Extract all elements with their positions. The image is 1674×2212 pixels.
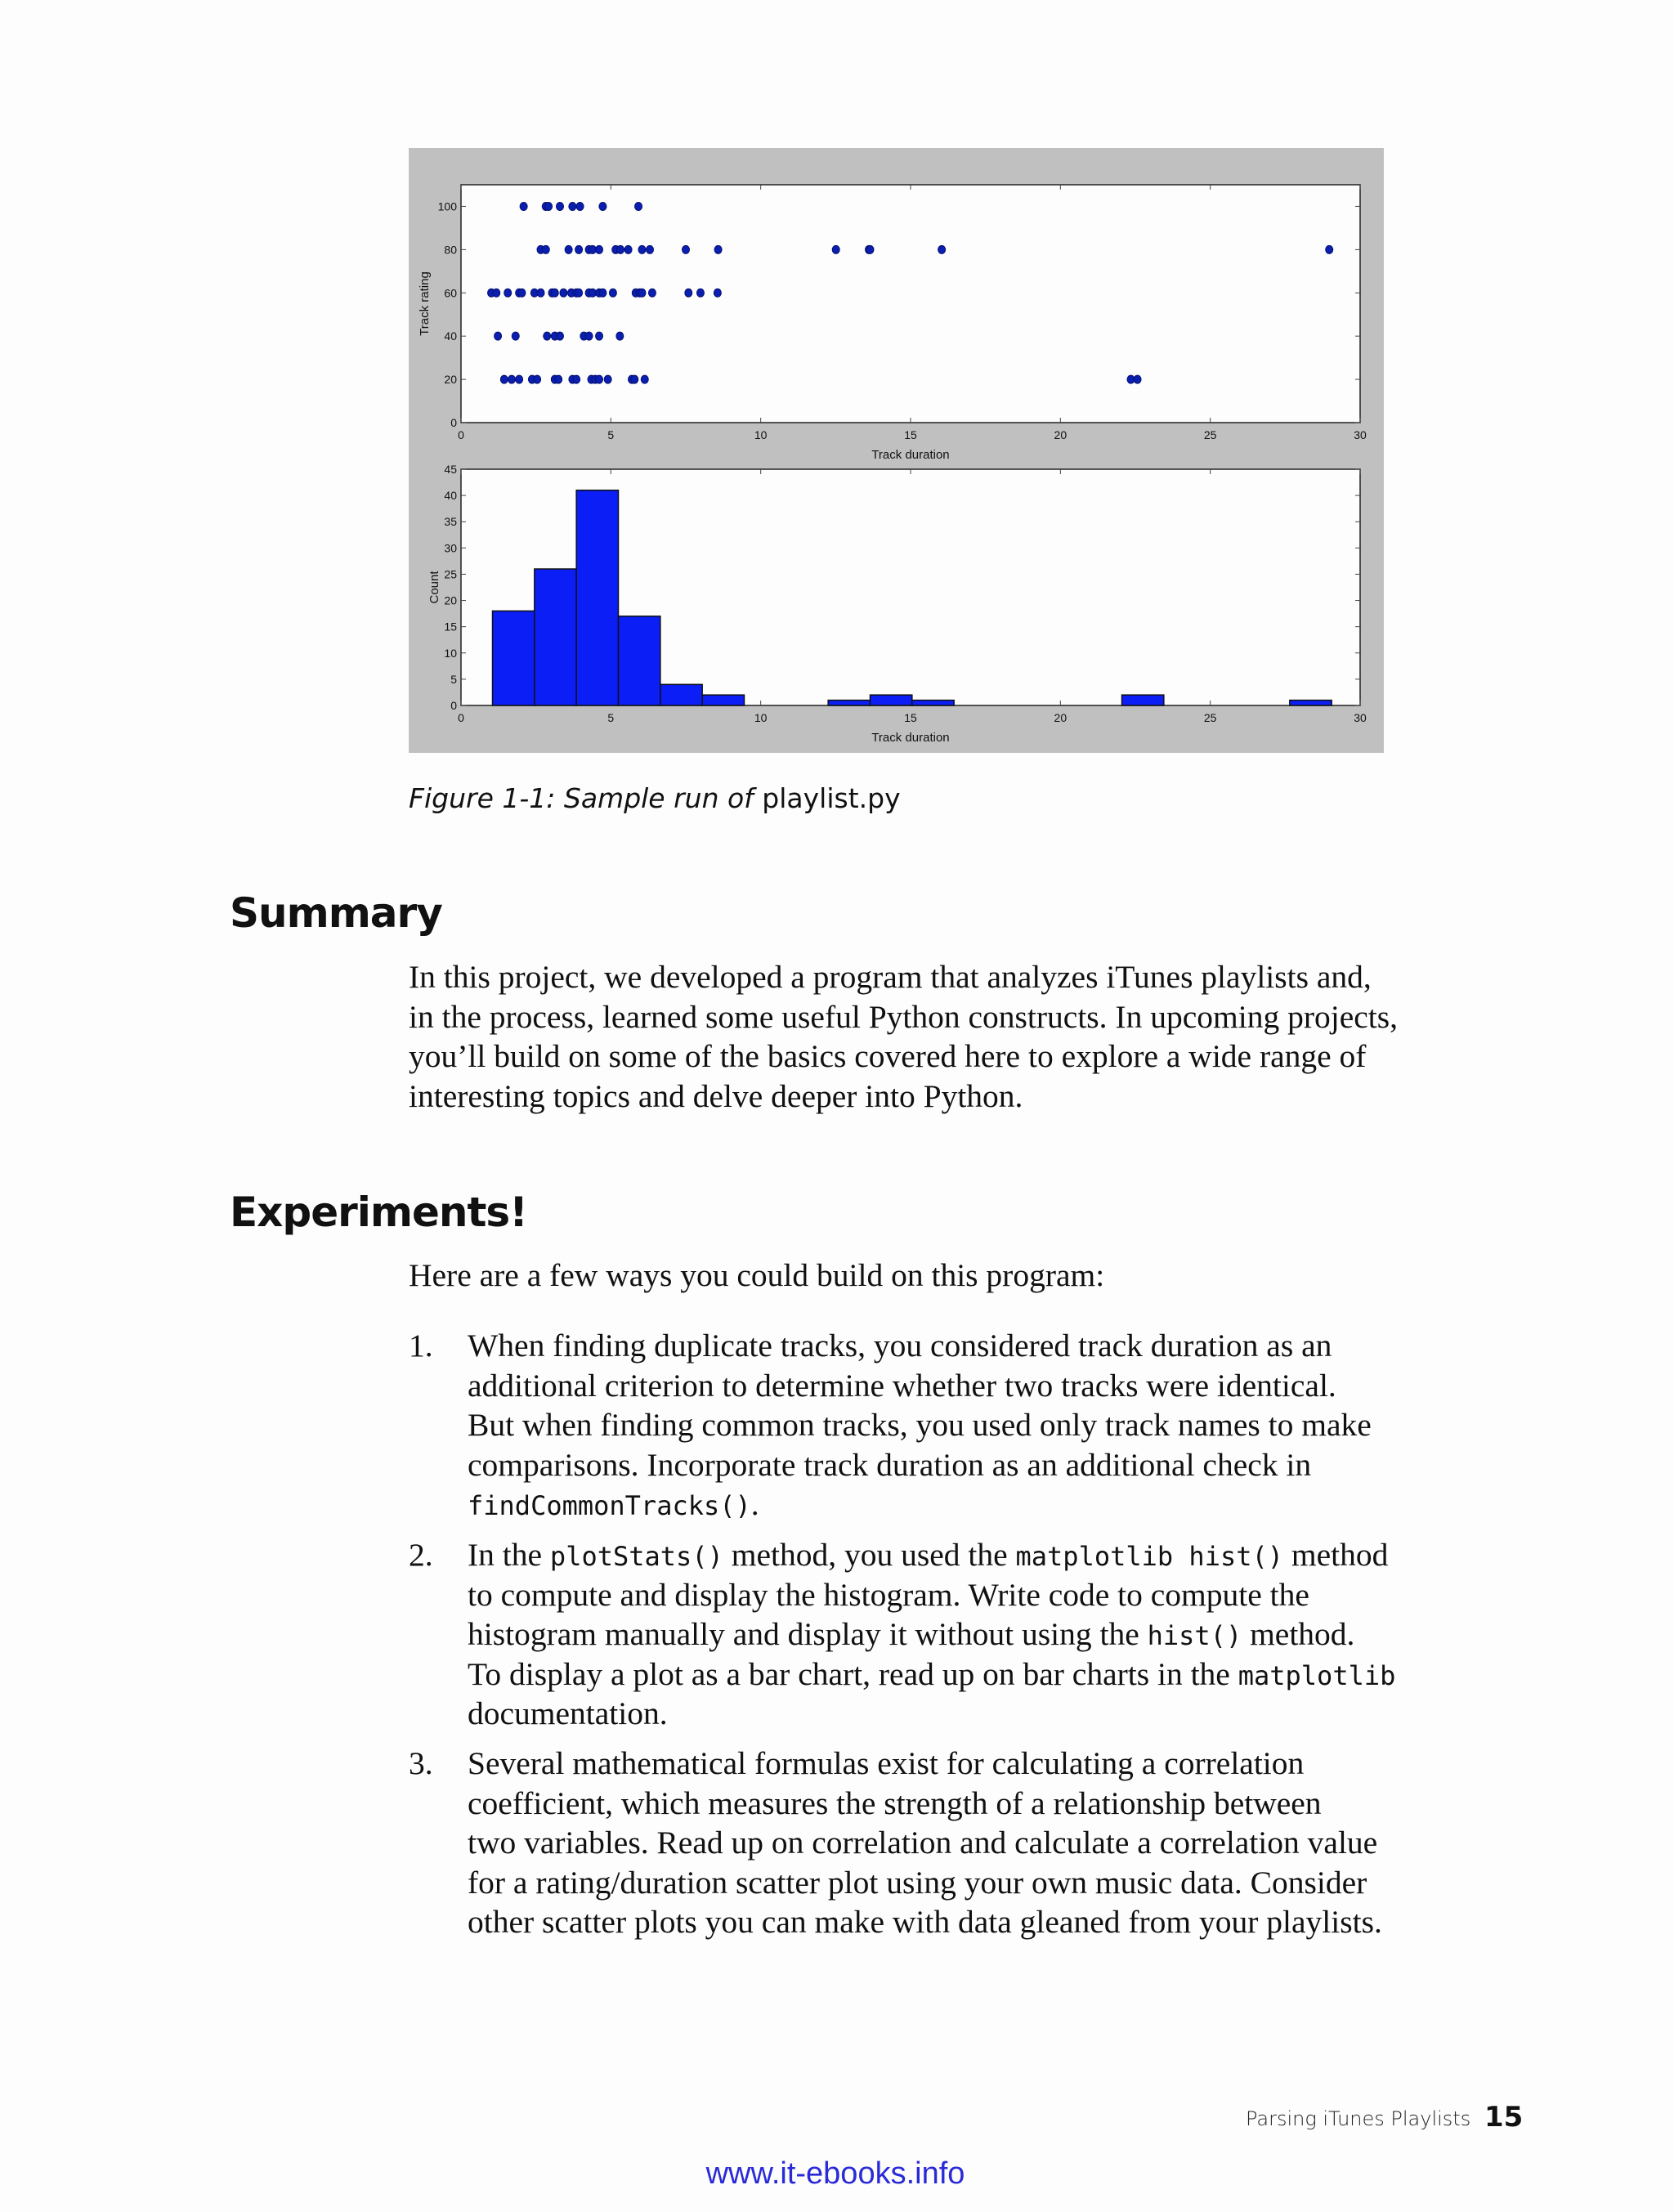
scatter-point (638, 245, 646, 253)
y-tick-label: 10 (444, 646, 457, 660)
summary-line: In this project, we developed a program that analyzes iTunes playlists and, (409, 959, 1372, 995)
y-tick-label: 80 (444, 243, 457, 257)
scatter-point (569, 202, 576, 210)
text-span: comparisons. Incorporate track duration as an additional check in (468, 1446, 1312, 1483)
list-item-line (468, 1744, 1382, 1784)
scatter-point (1134, 375, 1141, 383)
scatter-point (599, 202, 606, 210)
text-span: method (1283, 1537, 1389, 1573)
x-tick-label: 10 (754, 428, 768, 441)
y-tick-label: 0 (450, 699, 457, 712)
scatter-point (631, 375, 638, 383)
scatter-point (575, 245, 583, 253)
y-tick-label: 30 (444, 541, 457, 555)
summary-paragraph (409, 957, 1398, 1116)
list-number: 1. (409, 1328, 433, 1363)
scatter-point (616, 332, 624, 340)
list-item-line (468, 1694, 1395, 1734)
scatter-point (557, 202, 564, 210)
page-number: 15 (1484, 2101, 1524, 2134)
scatter-point (617, 245, 624, 253)
code-span: matplotlib hist() (1015, 1541, 1284, 1572)
list-number: 3. (409, 1745, 433, 1781)
scatter-point (585, 332, 593, 340)
scatter-point (576, 202, 584, 210)
x-tick-label: 5 (607, 428, 615, 441)
text-span: documentation. (468, 1695, 668, 1731)
scatter-point (624, 245, 632, 253)
scatter-point (560, 289, 567, 297)
summary-line: in the process, learned some useful Python constructs. In upcoming projects, (409, 998, 1398, 1035)
x-tick-label: 20 (1054, 711, 1068, 724)
scatter-point (500, 375, 508, 383)
scatter-point (714, 289, 721, 297)
scatter-point (683, 245, 690, 253)
figure-svg (409, 148, 1384, 753)
running-footer-title: Parsing iTunes Playlists (1246, 2107, 1471, 2130)
scatter-point (508, 375, 515, 383)
histogram-bar (702, 695, 744, 705)
histogram-bar (660, 684, 702, 705)
list-item-line (468, 1614, 1395, 1655)
summary-line: you’ll build on some of the basics covered here to explore a wide range of (409, 1038, 1367, 1074)
website-link[interactable]: www.it-ebooks.info (705, 2156, 965, 2191)
scatter-point (555, 375, 562, 383)
scatter-point (537, 289, 544, 297)
figure-playlist-plots (409, 148, 1384, 753)
scatter-point (504, 289, 512, 297)
y-tick-label: 40 (444, 489, 457, 503)
histogram-bar (619, 616, 660, 705)
summary-heading: Summary (230, 889, 442, 937)
histogram-bar (912, 701, 954, 705)
scatter-point (599, 289, 606, 297)
y-tick-label: 45 (444, 463, 457, 476)
x-tick-label: 20 (1054, 428, 1068, 441)
scatter-point (516, 375, 523, 383)
experiments-heading: Experiments! (230, 1189, 527, 1236)
y-tick-label: 40 (444, 329, 457, 343)
scatter-point (832, 245, 839, 253)
plot-area (461, 185, 1360, 423)
x-tick-label: 30 (1354, 711, 1367, 724)
y-tick-label: 20 (444, 593, 457, 607)
histogram-bar (1290, 701, 1332, 705)
scatter-point (596, 375, 603, 383)
scatter-point (714, 245, 722, 253)
code-span: plotStats() (549, 1541, 723, 1572)
list-item-line (468, 1575, 1395, 1615)
text-span: coefficient, which measures the strength of a relationship between (468, 1784, 1322, 1821)
list-item-line (468, 1405, 1372, 1445)
x-tick-label: 25 (1203, 428, 1217, 441)
scatter-point (938, 245, 946, 253)
x-tick-label: 0 (458, 711, 464, 724)
scatter-point (1326, 245, 1333, 253)
text-span: . (750, 1486, 759, 1522)
scatter-point (596, 332, 603, 340)
summary-line: interesting topics and delve deeper into Python. (409, 1077, 1023, 1114)
x-tick-label: 30 (1354, 428, 1367, 441)
caption-filename: playlist.py (762, 782, 901, 814)
list-item-line (468, 1784, 1382, 1824)
list-item-line (468, 1366, 1372, 1406)
scatter-point (557, 332, 564, 340)
text-span: method, you used the (723, 1537, 1016, 1573)
list-item-line (468, 1445, 1372, 1485)
scatter-point (544, 332, 551, 340)
scatter-point (609, 289, 616, 297)
y-tick-label: 25 (444, 567, 457, 581)
x-tick-label: 10 (754, 711, 768, 724)
list-item-line (468, 1484, 1372, 1525)
y-tick-label: 15 (444, 620, 457, 634)
scatter-point (545, 202, 553, 210)
scatter-point (635, 202, 642, 210)
text-span: to compute and display the histogram. Write code to compute the (468, 1576, 1309, 1613)
scatter-point (596, 245, 603, 253)
y-tick-label: 20 (444, 373, 457, 387)
y-tick-label: 0 (450, 416, 457, 429)
scatter-point (512, 332, 519, 340)
y-axis-label: Track rating (418, 271, 432, 336)
list-item-line (468, 1863, 1382, 1903)
scatter-point (520, 202, 527, 210)
histogram-bar (493, 611, 535, 705)
scatter-point (518, 289, 526, 297)
text-span: histogram manually and display it without using the (468, 1616, 1148, 1652)
text-span: two variables. Read up on correlation and calculate a correlation value (468, 1825, 1378, 1860)
text-span: method. (1242, 1616, 1355, 1652)
list-item-line (468, 1535, 1395, 1575)
scatter-point (534, 375, 541, 383)
x-tick-label: 5 (607, 711, 615, 724)
figure-caption (409, 779, 901, 818)
code-span: matplotlib (1238, 1659, 1396, 1691)
histogram-bar (1122, 695, 1164, 705)
caption-label: Figure 1-1: Sample run of (409, 782, 763, 814)
histogram-bar (871, 695, 912, 705)
y-tick-label: 5 (450, 672, 457, 686)
text-span: But when finding common tracks, you used only track names to make (468, 1407, 1372, 1443)
scatter-point (696, 289, 704, 297)
y-tick-label: 100 (437, 199, 457, 213)
list-item-line (468, 1655, 1395, 1695)
text-span: for a rating/duration scatter plot using your own music data. Consider (468, 1864, 1367, 1901)
scatter-point (604, 375, 611, 383)
scatter-point (551, 289, 558, 297)
scatter-point (647, 245, 654, 253)
scatter-point (495, 332, 502, 340)
text-span: additional criterion to determine whether two tracks were identical. (468, 1367, 1336, 1404)
list-item-line (468, 1902, 1382, 1942)
text-span: To display a plot as a bar chart, read up on bar charts in the (468, 1655, 1238, 1692)
code-span: hist() (1147, 1620, 1242, 1651)
x-axis-label: Track duration (871, 448, 950, 462)
x-tick-label: 15 (904, 711, 917, 724)
text-span: Several mathematical formulas exist for calculating a correlation (468, 1745, 1305, 1781)
list-item-line (468, 1823, 1382, 1863)
scatter-point (685, 289, 692, 297)
y-axis-label: Count (427, 571, 441, 604)
text-span: other scatter plots you can make with data gleaned from your playlists. (468, 1904, 1382, 1940)
scatter-point (573, 375, 580, 383)
scatter-point (641, 375, 648, 383)
x-tick-label: 25 (1203, 711, 1217, 724)
text-span: In the (468, 1537, 550, 1573)
code-span: findCommonTracks() (468, 1490, 751, 1521)
x-axis-label: Track duration (871, 731, 950, 745)
list-number: 2. (409, 1537, 433, 1573)
scatter-point (866, 245, 874, 253)
scatter-point (575, 289, 583, 297)
scatter-point (565, 245, 572, 253)
x-tick-label: 0 (458, 428, 464, 441)
scatter-point (542, 245, 549, 253)
y-tick-label: 35 (444, 515, 457, 529)
text-span: When finding duplicate tracks, you considered track duration as an (468, 1328, 1332, 1363)
histogram-bar (828, 701, 870, 705)
scatter-point (648, 289, 656, 297)
histogram-bar (576, 490, 618, 705)
experiments-intro: Here are a few ways you could build on this program: (409, 1257, 1105, 1293)
scatter-point (638, 289, 646, 297)
list-item-line (468, 1326, 1372, 1366)
scatter-point (493, 289, 500, 297)
y-tick-label: 60 (444, 286, 457, 300)
histogram-bar (535, 569, 576, 705)
x-tick-label: 15 (904, 428, 917, 441)
